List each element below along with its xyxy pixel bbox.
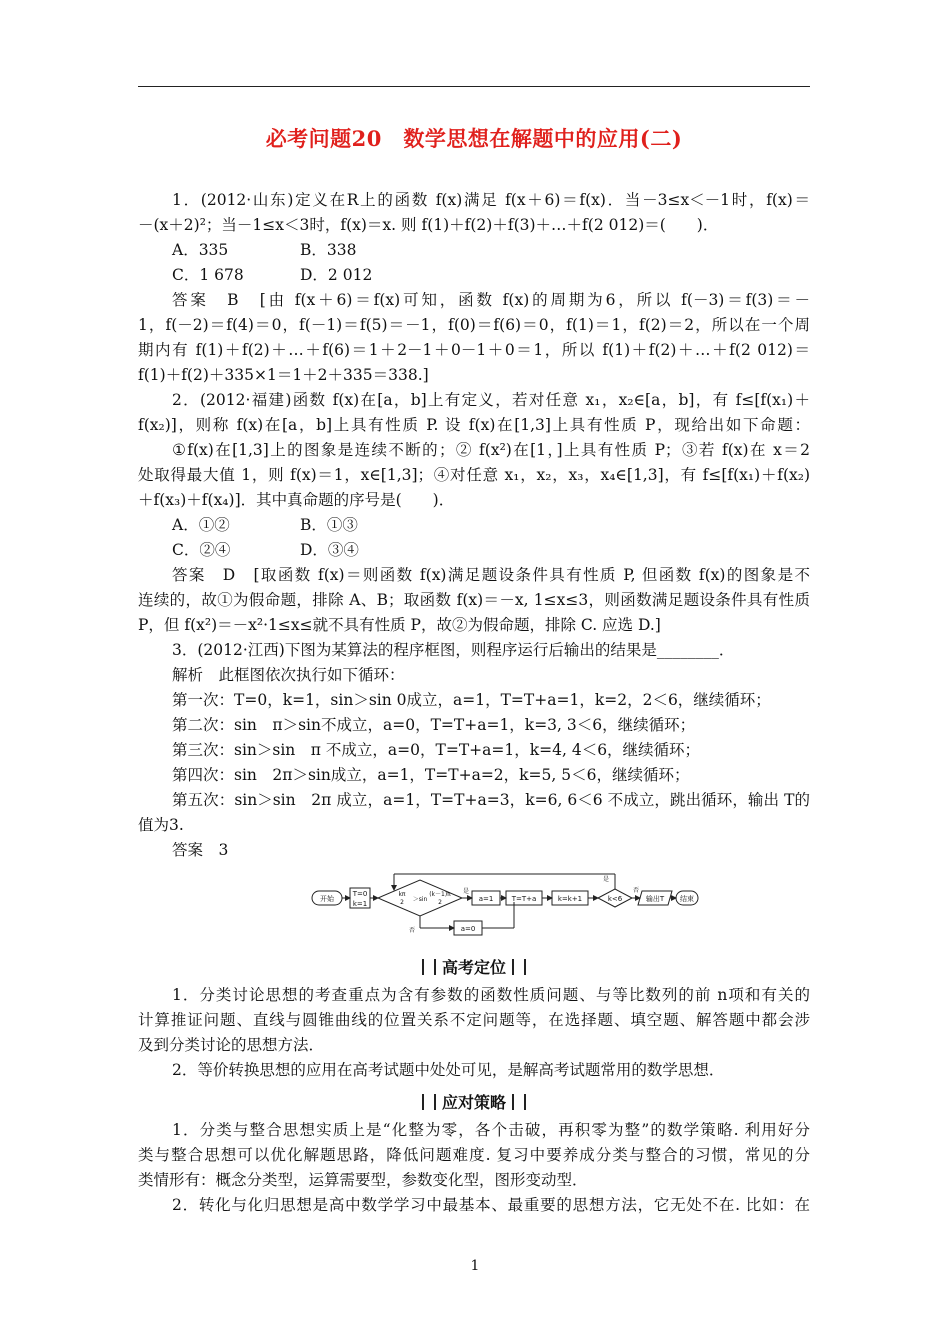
- p3-analysis: 解析 此框图依次执行如下循环：: [172, 666, 405, 684]
- p2-option-d: D．③④: [300, 541, 359, 559]
- sec1-line-3: 及到分类讨论的思想方法．: [138, 1036, 325, 1054]
- sec1-line-1: 1．分类讨论思想的考查重点为含有参数的函数性质问题、与等比数列的前 n项和有关的: [172, 986, 810, 1004]
- p1-option-a: A．335: [172, 241, 229, 259]
- page-number: 1: [470, 1258, 480, 1274]
- cond-right-top: (k－1)π: [429, 891, 451, 898]
- section-heading-exam-position: 高考定位: [138, 955, 810, 978]
- no-label-1: 否: [408, 927, 416, 934]
- init-k-label: k=1: [352, 900, 368, 908]
- a0-label: a=0: [460, 925, 476, 933]
- p1-option-b: B．338: [300, 241, 357, 259]
- update-k-label: k=k+1: [557, 895, 583, 903]
- cond-left-bottom: 2: [400, 899, 404, 906]
- sec2-line-1: 1．分类与整合思想实质上是“化整为零，各个击破，再积零为整”的数学策略. 利用好分: [172, 1121, 810, 1139]
- p2-answer-1: 答案 D [取函数 f(x)＝则函数 f(x)满足题设条件具有性质 P, 但函数 f(x)的图象是不: [172, 566, 810, 584]
- sec2-line-3: 类情形有：概念分类型，运算需要型，参数变化型，图形变动型．: [138, 1171, 588, 1189]
- start-label: 开始: [320, 895, 334, 903]
- p1-answer-2: 1，f(－2)＝f(4)＝0，f(－1)＝f(5)＝－1，f(0)＝f(6)＝0，f(1)＝1，f(2)＝2，所以在一个周: [138, 316, 810, 334]
- yes-label-2: 是: [602, 876, 610, 883]
- init-t-label: T=0: [352, 890, 368, 898]
- sec2-line-4: 2．转化与化归思想是高中数学学习中最基本、最重要的思想方法，它无处不在. 比如：在: [172, 1196, 810, 1214]
- heading-bar-icon: [512, 1094, 526, 1110]
- p2-option-a: A．①②: [172, 516, 230, 534]
- p2-line-3: ①f(x)在[1,3]上的图象是连续不断的；② f(x²)在[1，]上具有性质 P；③若 f(x)在 x＝2: [172, 441, 810, 459]
- p1-line-1: 1．(2012·山东)定义在R上的函数 f(x)满足 f(x＋6)＝f(x)．当－3≤x＜－1时，f(x)＝: [172, 191, 810, 209]
- p2-line-1: 2．(2012·福建)函数 f(x)在[a，b]上有定义，若对任意 x₁，x₂∈[a，b]，有 f≤[f(x₁)＋: [172, 391, 810, 409]
- p3-step-4: 第四次：sin 2π＞sin成立，a=1，T=T+a=2，k=5, 5＜6，继续循环；: [172, 766, 690, 784]
- a1-label: a=1: [478, 895, 494, 903]
- p3-step-5: 第五次：sin＞sin 2π 成立，a=1，T=T+a=3，k=6, 6＜6 不成立，跳出循环，输出 T的: [172, 791, 810, 809]
- p2-answer-2: 连续的，故①为假命题，排除 A、B；取函数 f(x)＝－x, 1≤x≤3，则函数满足题设条件具有性质: [138, 591, 810, 609]
- output-label: 输出T: [645, 895, 665, 903]
- header-rule: [138, 86, 810, 87]
- cond-left-top: kπ: [398, 891, 406, 898]
- algorithm-flowchart: [310, 866, 700, 938]
- p1-line-2: －(x＋2)²；当－1≤x＜3时，f(x)＝x. 则 f(1)＋f(2)＋f(3)＋…＋f(2 012)＝( )．: [138, 216, 719, 234]
- update-t-label: T=T+a: [511, 895, 537, 903]
- p3-question: 3．(2012·江西)下图为某算法的程序框图，则程序运行后输出的结果是________．: [172, 641, 735, 659]
- loop-cond-label: k<6: [607, 895, 623, 903]
- p1-answer-3: 期内有 f(1)＋f(2)＋…＋f(6)＝1＋2－1＋0－1＋0＝1，所以 f(1)＋f(2)＋…＋f(2 012)＝: [138, 341, 810, 359]
- p2-line-2: f(x₂)]，则称 f(x)在[a，b]上具有性质 P. 设 f(x)在[1,3]上具有性质 P，现给出如下命题：: [138, 416, 810, 434]
- cond-mid: ＞sin: [412, 896, 428, 903]
- p2-line-4: 处取得最大值 1，则 f(x)＝1，x∈[1,3]；④对任意 x₁，x₂，x₃，x₄∈[1,3]，有 f≤[f(x₁)＋f(x₂): [138, 466, 810, 484]
- sec2-line-2: 类与整合思想可以优化解题思路，降低问题难度. 复习中要养成分类与整合的习惯，常见的分: [138, 1146, 810, 1164]
- heading-bar-icon: [422, 959, 436, 975]
- p1-option-c: C．1 678: [172, 266, 244, 284]
- p2-option-c: C．②④: [172, 541, 231, 559]
- page-title: 必考问题20 数学思想在解题中的应用(二): [265, 126, 683, 151]
- sec1-line-4: 2．等价转换思想的应用在高考试题中处处可见，是解高考试题常用的数学思想．: [172, 1061, 725, 1079]
- section-heading-strategy: 应对策略: [138, 1090, 810, 1113]
- p3-step-1: 第一次：T=0，k=1，sin＞sin 0成立，a=1，T=T+a=1，k=2，2＜6，继续循环；: [172, 691, 771, 709]
- end-label: 结束: [680, 895, 694, 903]
- p3-step-3: 第三次：sin＞sin π 不成立，a=0，T=T+a=1，k=4, 4＜6，继续循环；: [172, 741, 701, 759]
- p1-answer-4: f(1)＋f(2)＋335×1＝1＋2＋335＝338.]: [138, 366, 429, 384]
- p3-step-2: 第二次：sin π＞sin不成立，a=0，T=T+a=1，k=3, 3＜6，继续循环；: [172, 716, 696, 734]
- sec1-line-2: 计算推证问题、直线与圆锥曲线的位置关系不定问题等，在选择题、填空题、解答题中都会涉: [138, 1011, 810, 1029]
- p2-answer-3: P，但 f(x²)＝－x²·1≤x≤就不具有性质 P，故②为假命题，排除 C. 应选 D.]: [138, 616, 661, 634]
- heading-bar-icon: [422, 1094, 436, 1110]
- p2-option-b: B．①③: [300, 516, 358, 534]
- p1-option-d: D．2 012: [300, 266, 373, 284]
- p2-line-5: ＋f(x₃)＋f(x₄)]．其中真命题的序号是( )．: [138, 491, 455, 509]
- heading-bar-icon: [512, 959, 526, 975]
- p1-answer-1: 答案 B [由 f(x＋6)＝f(x)可知，函数 f(x)的周期为6，所以 f(－3)＝f(3)＝－: [172, 291, 810, 309]
- yes-label-1: 是: [462, 888, 470, 895]
- no-label-2: 否: [632, 887, 640, 894]
- cond-right-bottom: 2: [438, 899, 442, 906]
- p3-answer: 答案 3: [172, 841, 229, 859]
- p3-step-6: 值为3.: [138, 816, 184, 834]
